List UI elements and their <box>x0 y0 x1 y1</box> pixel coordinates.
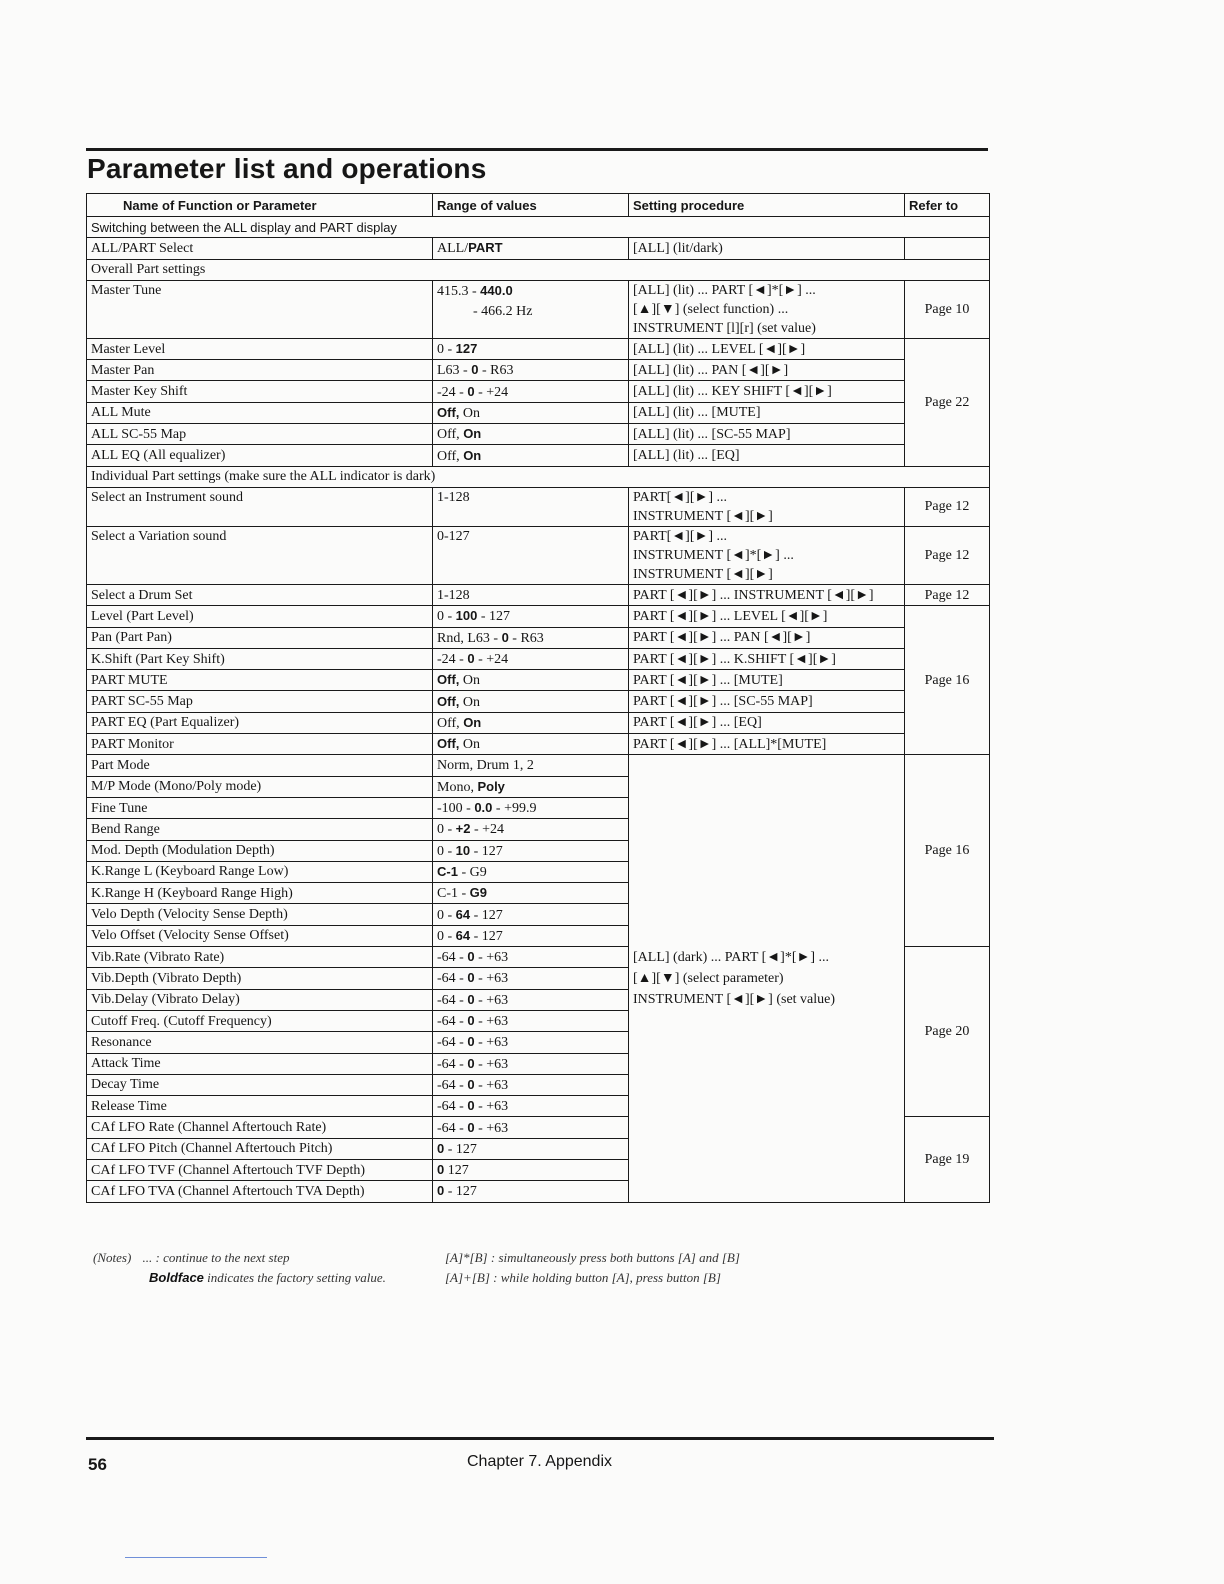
param-range: 0 - 10 - 127 <box>433 840 629 861</box>
param-range: 0 - 127 <box>433 1181 629 1202</box>
table-row <box>87 670 990 691</box>
param-range: ALL/PART <box>433 238 629 259</box>
group-row <box>87 217 990 238</box>
group-switching: Switching between the ALL display and PART display <box>87 217 990 238</box>
group-row <box>87 259 990 280</box>
param-range: Off, On <box>433 670 629 691</box>
param-name: Attack Time <box>87 1053 433 1074</box>
param-procedure: PART [◄][►] ... [MUTE] <box>629 670 905 691</box>
scan-mark <box>125 1557 267 1558</box>
param-range: L63 - 0 - R63 <box>433 360 629 381</box>
param-name: CAf LFO TVA (Channel Aftertouch TVA Depth) <box>87 1181 433 1202</box>
notes-label: (Notes) <box>93 1250 132 1265</box>
param-procedure: [ALL] (lit) ... [EQ] <box>629 445 905 466</box>
param-name: ALL SC-55 Map <box>87 424 433 445</box>
param-ref: Page 16 <box>905 606 990 755</box>
param-name: Fine Tune <box>87 797 433 818</box>
param-name: PART SC-55 Map <box>87 691 433 712</box>
param-range: -24 - 0 - +24 <box>433 648 629 669</box>
param-procedure: PART [◄][►] ... INSTRUMENT [◄][►] <box>629 584 905 605</box>
param-name: Master Tune <box>87 280 433 338</box>
param-range: 415.3 - 440.0 - 466.2 Hz <box>433 280 629 338</box>
param-range: -64 - 0 - +63 <box>433 968 629 989</box>
header-range: Range of values <box>433 194 629 217</box>
param-range: Mono, Poly <box>433 776 629 797</box>
param-range: -64 - 0 - +63 <box>433 1074 629 1095</box>
param-name: Master Key Shift <box>87 381 433 402</box>
param-range: -64 - 0 - +63 <box>433 947 629 968</box>
param-procedure: PART [◄][►] ... LEVEL [◄][►] <box>629 606 905 627</box>
param-range: -64 - 0 - +63 <box>433 1053 629 1074</box>
param-name: K.Shift (Part Key Shift) <box>87 648 433 669</box>
param-name: Resonance <box>87 1032 433 1053</box>
param-name: Mod. Depth (Modulation Depth) <box>87 840 433 861</box>
param-name: Master Level <box>87 338 433 359</box>
page-number: 56 <box>88 1455 107 1474</box>
param-ref: Page 12 <box>905 487 990 526</box>
table-row <box>87 755 990 776</box>
param-range: Off, On <box>433 712 629 733</box>
param-ref: Page 22 <box>905 338 990 466</box>
param-range: Off, On <box>433 402 629 423</box>
param-name: M/P Mode (Mono/Poly mode) <box>87 776 433 797</box>
table-row <box>87 487 990 526</box>
param-name: PART MUTE <box>87 670 433 691</box>
param-range: Off, On <box>433 445 629 466</box>
notes-continue: ... : continue to the next step <box>142 1250 290 1265</box>
param-ref: Page 12 <box>905 584 990 605</box>
param-name: PART Monitor <box>87 734 433 755</box>
header-name: Name of Function or Parameter <box>87 194 433 217</box>
param-range: 0 - 127 <box>433 338 629 359</box>
param-range: -64 - 0 - +63 <box>433 989 629 1010</box>
param-procedure: [ALL] (lit) ... PART [◄]*[►] ... [▲][▼] (select function) ... INSTRUMENT [l][r] (set value) <box>629 280 905 338</box>
param-range: -24 - 0 - +24 <box>433 381 629 402</box>
param-name: Master Pan <box>87 360 433 381</box>
param-range: 1-128 <box>433 584 629 605</box>
param-range: 0 - +2 - +24 <box>433 819 629 840</box>
table-row <box>87 338 990 359</box>
table-row <box>87 381 990 402</box>
table-row <box>87 734 990 755</box>
table-row <box>87 360 990 381</box>
param-range: 0-127 <box>433 526 629 584</box>
param-name: Release Time <box>87 1096 433 1117</box>
param-procedure: PART [◄][►] ... PAN [◄][►] <box>629 627 905 648</box>
param-name: Select an Instrument sound <box>87 487 433 526</box>
notes-hold: [A]+[B] : while holding button [A], press button [B] <box>445 1270 721 1285</box>
param-name: Velo Depth (Velocity Sense Depth) <box>87 904 433 925</box>
notes-boldface: Boldface <box>149 1270 204 1285</box>
param-name: CAf LFO Pitch (Channel Aftertouch Pitch) <box>87 1138 433 1159</box>
group-individual: Individual Part settings (make sure the ALL indicator is dark) <box>87 466 990 487</box>
table-row <box>87 402 990 423</box>
param-range: Off, On <box>433 734 629 755</box>
param-procedure: PART[◄][►] ... INSTRUMENT [◄]*[►] ... INSTRUMENT [◄][►] <box>629 526 905 584</box>
param-name: Vib.Rate (Vibrato Rate) <box>87 947 433 968</box>
notes-right <box>445 1248 740 1288</box>
table-row <box>87 526 990 584</box>
table-row <box>87 445 990 466</box>
table-row <box>87 584 990 605</box>
param-range: 0 - 127 <box>433 1138 629 1159</box>
param-procedure: PART [◄][►] ... [ALL]*[MUTE] <box>629 734 905 755</box>
param-range: Off, On <box>433 424 629 445</box>
param-procedure: [ALL] (lit) ... [MUTE] <box>629 402 905 423</box>
param-name: CAf LFO TVF (Channel Aftertouch TVF Depth) <box>87 1159 433 1180</box>
param-name: ALL Mute <box>87 402 433 423</box>
param-ref: Page 20 <box>905 947 990 1117</box>
param-name: Select a Variation sound <box>87 526 433 584</box>
param-name: Velo Offset (Velocity Sense Offset) <box>87 925 433 946</box>
param-range: Off, On <box>433 691 629 712</box>
param-ref: Page 19 <box>905 1117 990 1202</box>
group-row <box>87 466 990 487</box>
param-name: ALL/PART Select <box>87 238 433 259</box>
param-range: -100 - 0.0 - +99.9 <box>433 797 629 818</box>
param-procedure: PART [◄][►] ... K.SHIFT [◄][►] <box>629 648 905 669</box>
param-range: -64 - 0 - +63 <box>433 1010 629 1031</box>
param-ref: Page 12 <box>905 526 990 584</box>
param-procedure: [ALL] (lit) ... KEY SHIFT [◄][►] <box>629 381 905 402</box>
param-range: 0 - 100 - 127 <box>433 606 629 627</box>
footer-rule <box>86 1437 994 1440</box>
group-overall: Overall Part settings <box>87 259 990 280</box>
param-name: K.Range L (Keyboard Range Low) <box>87 861 433 882</box>
param-range: C-1 - G9 <box>433 861 629 882</box>
param-name: CAf LFO Rate (Channel Aftertouch Rate) <box>87 1117 433 1138</box>
table-row <box>87 606 990 627</box>
param-name: Part Mode <box>87 755 433 776</box>
param-range: 0 127 <box>433 1159 629 1180</box>
param-name: ALL EQ (All equalizer) <box>87 445 433 466</box>
param-range: -64 - 0 - +63 <box>433 1117 629 1138</box>
param-name: PART EQ (Part Equalizer) <box>87 712 433 733</box>
notes-left <box>93 1248 386 1288</box>
param-range: 1-128 <box>433 487 629 526</box>
param-range: C-1 - G9 <box>433 883 629 904</box>
param-name: Decay Time <box>87 1074 433 1095</box>
param-ref: Page 16 <box>905 755 990 947</box>
param-procedure: [ALL] (lit) ... [SC-55 MAP] <box>629 424 905 445</box>
param-procedure: [ALL] (lit) ... LEVEL [◄][►] <box>629 338 905 359</box>
param-procedure: [ALL] (lit/dark) <box>629 238 905 259</box>
table-row <box>87 424 990 445</box>
table-row <box>87 691 990 712</box>
param-procedure: PART[◄][►] ... INSTRUMENT [◄][►] <box>629 487 905 526</box>
header-procedure: Setting procedure <box>629 194 905 217</box>
param-name: Bend Range <box>87 819 433 840</box>
param-range: Norm, Drum 1, 2 <box>433 755 629 776</box>
param-name: Vib.Delay (Vibrato Delay) <box>87 989 433 1010</box>
table-row <box>87 238 990 259</box>
table-row <box>87 648 990 669</box>
notes-simultaneous: [A]*[B] : simultaneously press both buttons [A] and [B] <box>445 1250 740 1265</box>
page-title: Parameter list and operations <box>87 153 487 184</box>
table-row <box>87 280 990 338</box>
param-name: K.Range H (Keyboard Range High) <box>87 883 433 904</box>
param-range: -64 - 0 - +63 <box>433 1096 629 1117</box>
param-name: Pan (Part Pan) <box>87 627 433 648</box>
param-procedure: PART [◄][►] ... [SC-55 MAP] <box>629 691 905 712</box>
header-refer: Refer to <box>905 194 990 217</box>
param-ref <box>905 238 990 259</box>
param-procedure: [ALL] (lit) ... PAN [◄][►] <box>629 360 905 381</box>
param-procedure: PART [◄][►] ... [EQ] <box>629 712 905 733</box>
param-name: Vib.Depth (Vibrato Depth) <box>87 968 433 989</box>
long-procedure: [ALL] (dark) ... PART [◄]*[►] ... [▲][▼] (select parameter) INSTRUMENT [◄][►] (set value) <box>629 755 905 1202</box>
parameter-table <box>86 193 990 1203</box>
notes-boldface-desc: indicates the factory setting value. <box>203 1270 386 1285</box>
param-name: Level (Part Level) <box>87 606 433 627</box>
chapter-label: Chapter 7. Appendix <box>467 1453 612 1470</box>
param-name: Cutoff Freq. (Cutoff Frequency) <box>87 1010 433 1031</box>
title-rule <box>86 148 988 151</box>
param-range: 0 - 64 - 127 <box>433 925 629 946</box>
param-range: Rnd, L63 - 0 - R63 <box>433 627 629 648</box>
table-row <box>87 712 990 733</box>
param-range: -64 - 0 - +63 <box>433 1032 629 1053</box>
param-name: Select a Drum Set <box>87 584 433 605</box>
table-header-row <box>87 194 990 217</box>
table-row <box>87 627 990 648</box>
param-ref: Page 10 <box>905 280 990 338</box>
param-range: 0 - 64 - 127 <box>433 904 629 925</box>
